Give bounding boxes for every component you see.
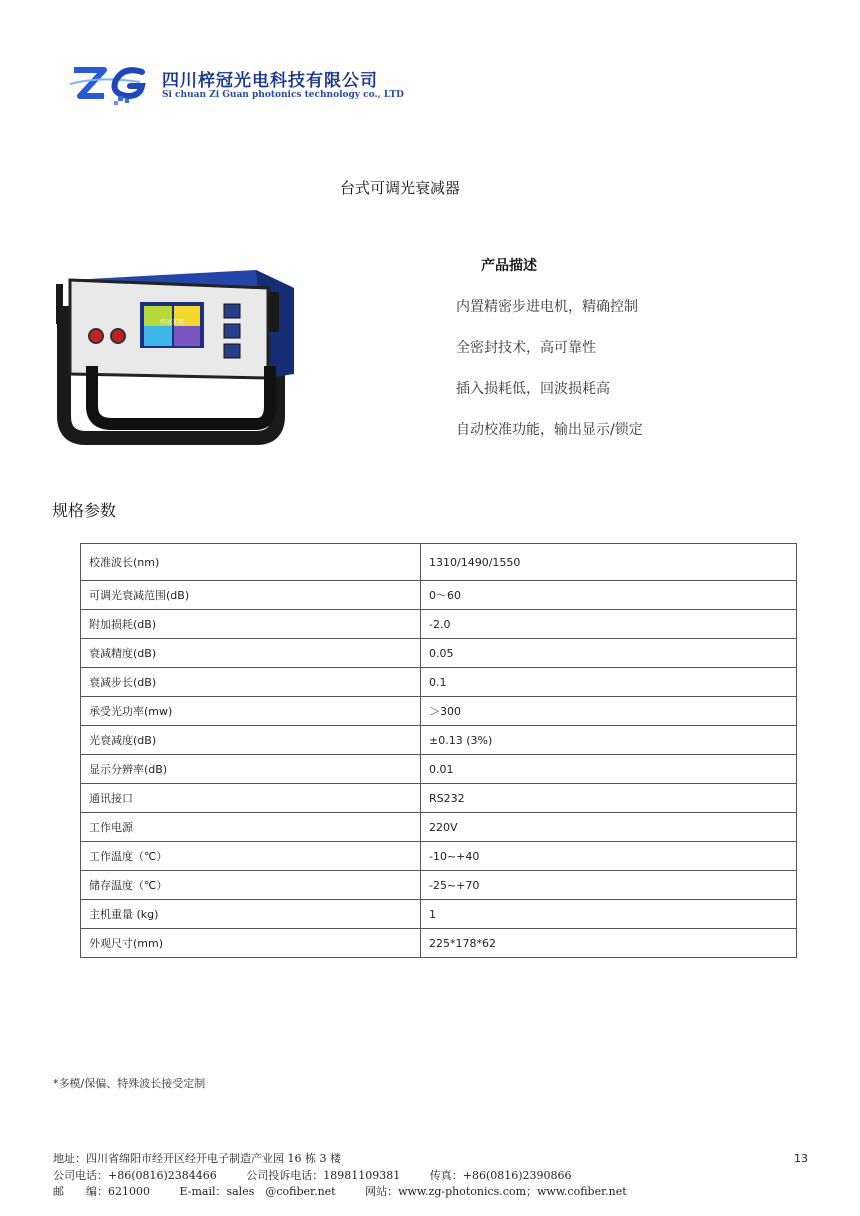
footer	[53, 1151, 653, 1201]
spec-label: 衰减精度(dB)	[81, 639, 421, 668]
spec-value: ＞300	[421, 697, 797, 726]
product-photo	[56, 266, 304, 446]
table-row	[81, 900, 797, 929]
table-row	[81, 668, 797, 697]
footer-website: 网站：www.zg-photonics.com；www.cofiber.net	[365, 1185, 627, 1198]
company-name-en: Si chuan Zi Guan photonics technology co., LTD	[162, 90, 404, 100]
table-row	[81, 726, 797, 755]
specs-table	[80, 543, 797, 958]
spec-value: -2.0	[421, 610, 797, 639]
spec-label: 校准波长(nm)	[81, 544, 421, 581]
spec-label: 衰减步长(dB)	[81, 668, 421, 697]
description-heading: 产品描述	[481, 258, 537, 274]
footer-web	[53, 1184, 653, 1201]
table-row	[81, 581, 797, 610]
spec-label: 工作电源	[81, 813, 421, 842]
table-row	[81, 639, 797, 668]
footer-fax: 传真：+86(0816)2390866	[429, 1168, 572, 1182]
company-logo	[70, 62, 430, 110]
feature-item: 内置精密步进电机，精确控制	[456, 299, 638, 315]
feature-item: 插入损耗低，回波损耗高	[456, 381, 610, 397]
table-row	[81, 871, 797, 900]
company-name-cn: 四川梓冠光电科技有限公司	[162, 71, 378, 91]
spec-label: 主机重量 (kg)	[81, 900, 421, 929]
footer-email: E-mail：sales @cofiber.net	[179, 1185, 336, 1198]
footer-complaint-phone: 公司投诉电话：18981109381	[246, 1168, 401, 1182]
document-title: 台式可调光衰减器	[339, 179, 460, 197]
spec-label: 储存温度（℃）	[81, 871, 421, 900]
feature-list	[456, 296, 643, 460]
spec-label: 承受光功率(mw)	[81, 697, 421, 726]
table-row	[81, 755, 797, 784]
spec-value: ±0.13 (3%)	[421, 726, 797, 755]
spec-label: 工作温度（℃）	[81, 842, 421, 871]
table-row	[81, 610, 797, 639]
spec-value: 0.1	[421, 668, 797, 697]
spec-value: RS232	[421, 784, 797, 813]
table-row	[81, 842, 797, 871]
feature-item: 自动校准功能，输出显示/锁定	[456, 422, 643, 438]
spec-value: 0.05	[421, 639, 797, 668]
footer-postcode: 邮 编：621000	[53, 1185, 150, 1198]
spec-value: 0～60	[421, 581, 797, 610]
page-number: 13	[794, 1152, 808, 1165]
table-row	[81, 697, 797, 726]
footer-phone: 公司电话：+86(0816)2384466	[53, 1168, 217, 1182]
spec-value: -25~+70	[421, 871, 797, 900]
footer-contacts	[53, 1168, 653, 1185]
spec-label: 通讯接口	[81, 784, 421, 813]
customization-note: *多模/保偏、特殊波长接受定制	[53, 1077, 206, 1090]
spec-label: 外观尺寸(mm)	[81, 929, 421, 958]
device-screen-text: 梓冠光电	[159, 319, 185, 326]
spec-label: 光衰减度(dB)	[81, 726, 421, 755]
spec-value: -10~+40	[421, 842, 797, 871]
footer-address: 地址：四川省绵阳市经开区经开电子制造产业园 16 栋 3 楼	[53, 1152, 341, 1165]
spec-label: 附加损耗(dB)	[81, 610, 421, 639]
table-row	[81, 784, 797, 813]
spec-value: 1310/1490/1550	[421, 544, 797, 581]
table-row	[81, 813, 797, 842]
feature-item: 全密封技术，高可靠性	[456, 340, 596, 356]
spec-label: 显示分辨率(dB)	[81, 755, 421, 784]
table-row	[81, 544, 797, 581]
spec-value: 225*178*62	[421, 929, 797, 958]
specs-heading: 规格参数	[52, 501, 117, 520]
spec-value: 220V	[421, 813, 797, 842]
spec-value: 0.01	[421, 755, 797, 784]
spec-value: 1	[421, 900, 797, 929]
spec-label: 可调光衰减范围(dB)	[81, 581, 421, 610]
table-row	[81, 929, 797, 958]
zg-logo-icon	[70, 62, 158, 106]
